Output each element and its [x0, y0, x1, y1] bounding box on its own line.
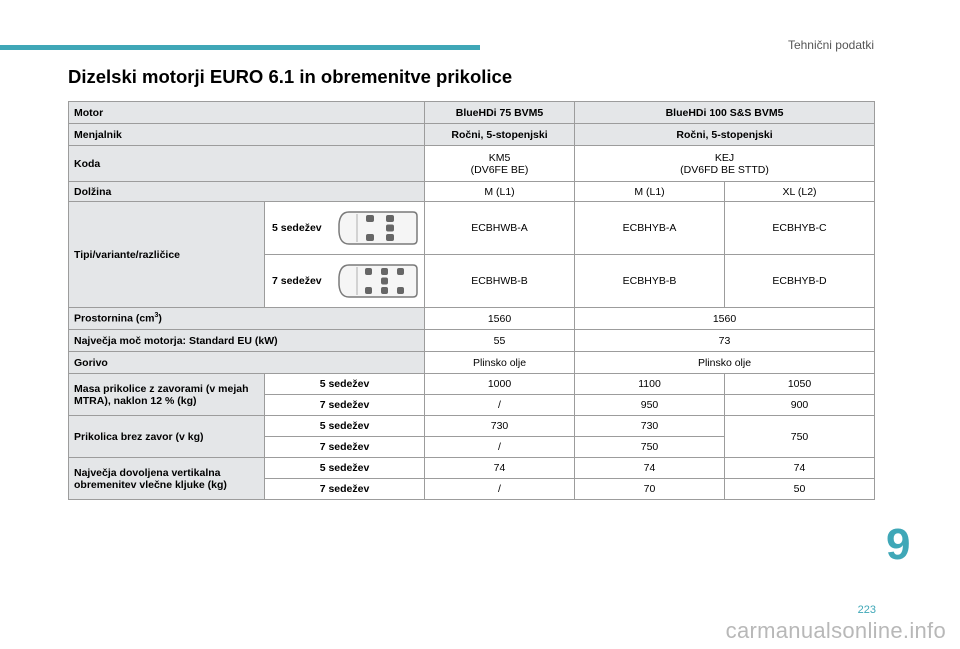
brez-zavor-7-v2: 750 [575, 437, 725, 458]
row-label-prostornina [69, 308, 425, 330]
brez-zavor-7-v1: / [425, 437, 575, 458]
row-label-menjalnik: Menjalnik [69, 124, 425, 146]
page-number: 223 [857, 604, 876, 616]
tipi-5-v1: ECBHWB-A [425, 202, 575, 255]
watermark: carmanualsonline.info [725, 618, 946, 643]
masa-7-v2: 950 [575, 395, 725, 416]
masa-seats-7: 7 sedežev [265, 395, 425, 416]
prostornina-label-text: Prostornina (cm [74, 312, 155, 325]
masa-7-v1: / [425, 395, 575, 416]
kljuka-seats-7: 7 sedežev [265, 479, 425, 500]
top-accent-bar [0, 45, 480, 50]
gorivo-col1: Plinsko olje [425, 352, 575, 374]
kljuka-7-v2: 70 [575, 479, 725, 500]
tipi-seats-7 [265, 255, 425, 308]
table-row-menjalnik [69, 124, 875, 146]
tipi-5-v2: ECBHYB-A [575, 202, 725, 255]
table-row-tipi-5 [69, 202, 875, 255]
koda-col2-line1: KEJ [714, 151, 735, 164]
koda-col1-line2: (DV6FE BE) [470, 163, 529, 176]
koda-col2 [575, 146, 875, 182]
tipi-seats-5-label: 5 sedežev [272, 222, 322, 234]
brez-zavor-5-v1: 730 [425, 416, 575, 437]
kljuka-5-v1: 74 [425, 458, 575, 479]
masa-5-v3: 1050 [725, 374, 875, 395]
tipi-7-v3: ECBHYB-D [725, 255, 875, 308]
masa-seats-5: 5 sedežev [265, 374, 425, 395]
table-row-prostornina [69, 308, 875, 330]
table-row-koda [69, 146, 875, 182]
koda-col1 [425, 146, 575, 182]
section-name: Tehnični podatki [787, 38, 874, 52]
koda-col2-line2: (DV6FD BE STTD) [680, 163, 769, 176]
spec-table [68, 101, 875, 500]
motor-col1: BlueHDi 75 BVM5 [425, 102, 575, 124]
menjalnik-col2: Ročni, 5-stopenjski [575, 124, 875, 146]
dolzina-v1: M (L1) [425, 182, 575, 202]
menjalnik-col1: Ročni, 5-stopenjski [425, 124, 575, 146]
row-label-kljuka: Največja dovoljena vertikalna obremenitev vlečne kljuke (kg) [69, 458, 265, 500]
van-5-seat-layout-icon [337, 208, 419, 248]
van-7-seat-layout-icon [337, 261, 419, 301]
kljuka-5-v3: 74 [725, 458, 875, 479]
kljuka-seats-5: 5 sedežev [265, 458, 425, 479]
row-label-dolzina: Dolžina [69, 182, 425, 202]
row-label-gorivo: Gorivo [69, 352, 425, 374]
motor-col2: BlueHDi 100 S&S BVM5 [575, 102, 875, 124]
table-row-moc [69, 330, 875, 352]
brez-zavor-v3-merged: 750 [725, 416, 875, 458]
masa-7-v3: 900 [725, 395, 875, 416]
kljuka-5-v2: 74 [575, 458, 725, 479]
table-row-masa-5 [69, 374, 875, 395]
moc-col1: 55 [425, 330, 575, 352]
tipi-seats-7-label: 7 sedežev [272, 275, 322, 287]
brez-zavor-seats-5: 5 sedežev [265, 416, 425, 437]
tipi-7-v2: ECBHYB-B [575, 255, 725, 308]
row-label-masa: Masa prikolice z zavorami (v mejah MTRA), naklon 12 % (kg) [69, 374, 265, 416]
brez-zavor-5-v2: 730 [575, 416, 725, 437]
gorivo-col2: Plinsko olje [575, 352, 875, 374]
page-title: Dizelski motorji EURO 6.1 in obremenitve prikolice [68, 66, 513, 87]
row-label-moc: Največja moč motorja: Standard EU (kW) [69, 330, 425, 352]
row-label-brez-zavor: Prikolica brez zavor (v kg) [69, 416, 265, 458]
kljuka-7-v1: / [425, 479, 575, 500]
dolzina-v3: XL (L2) [725, 182, 875, 202]
tipi-7-v1: ECBHWB-B [425, 255, 575, 308]
koda-col1-line1: KM5 [488, 151, 511, 164]
kljuka-7-v3: 50 [725, 479, 875, 500]
moc-col2: 73 [575, 330, 875, 352]
dolzina-v2: M (L1) [575, 182, 725, 202]
table-row-brez-zavor-5 [69, 416, 875, 437]
prostornina-col1: 1560 [425, 308, 575, 330]
tipi-seats-5 [265, 202, 425, 255]
row-label-koda: Koda [69, 146, 425, 182]
prostornina-unit-sup: 3 [154, 312, 159, 320]
table-row-gorivo [69, 352, 875, 374]
table-row-dolzina [69, 182, 875, 202]
chapter-number: 9 [886, 520, 911, 569]
masa-5-v1: 1000 [425, 374, 575, 395]
prostornina-col2: 1560 [575, 308, 875, 330]
table-row-kljuka-5 [69, 458, 875, 479]
tipi-5-v3: ECBHYB-C [725, 202, 875, 255]
masa-5-v2: 1100 [575, 374, 725, 395]
prostornina-label-end: ) [158, 312, 162, 325]
row-label-motor: Motor [69, 102, 425, 124]
brez-zavor-seats-7: 7 sedežev [265, 437, 425, 458]
table-row-motor [69, 102, 875, 124]
row-label-tipi: Tipi/variante/različice [69, 202, 265, 308]
